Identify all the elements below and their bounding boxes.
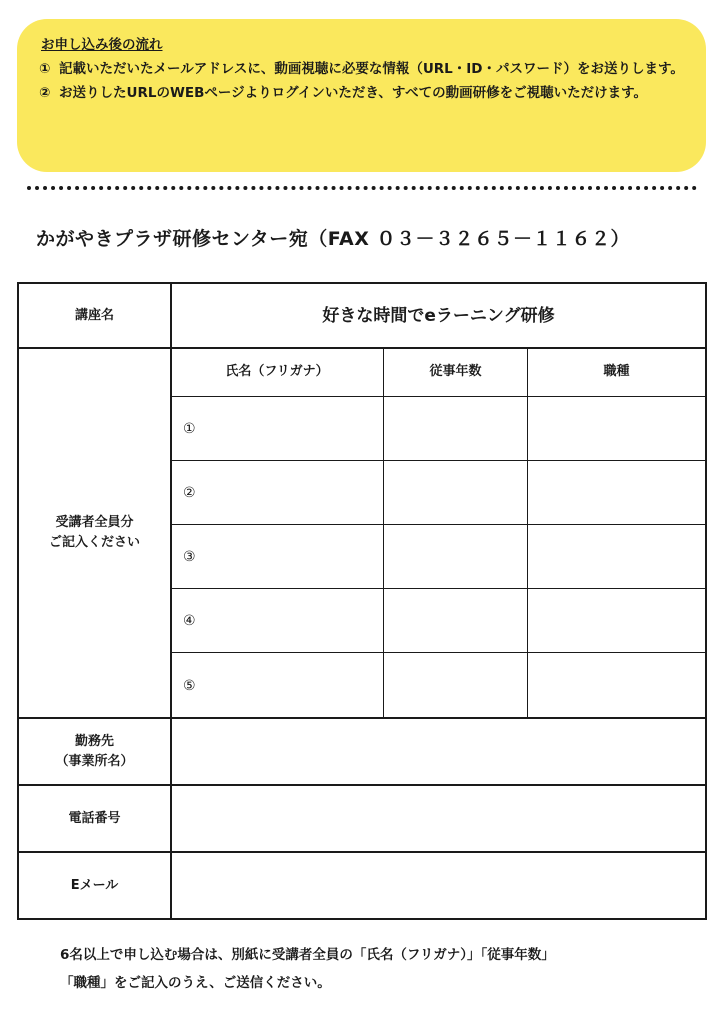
course-label: 講座名 (74, 307, 114, 323)
participants-label-line2: ご記入ください (48, 535, 140, 550)
column-header-name (170, 347, 384, 397)
footer-note-line1: 6名以上で申し込む場合は、別紙に受講者全員の「氏名（フリガナ）」「従事年数」 (60, 947, 555, 963)
row-number-1: ① (183, 420, 196, 437)
participant-1-years-field[interactable] (383, 396, 528, 461)
workplace-label-line1: 勤務先 (74, 733, 114, 749)
participant-4-name-field[interactable] (170, 588, 384, 653)
participant-4-job-field[interactable] (527, 588, 707, 653)
notice-item-number: ② (39, 85, 51, 101)
footer-note-line2: 「職種」をご記入のうえ、ご送信ください。 (60, 975, 331, 991)
participant-3-name-field[interactable] (170, 524, 384, 589)
participant-3-years-field[interactable] (383, 524, 528, 589)
participant-5-job-field[interactable] (527, 652, 707, 719)
column-header-job (527, 347, 707, 397)
workplace-field[interactable] (170, 717, 707, 786)
notice-item-number: ① (39, 61, 51, 77)
course-name: 好きな時間でeラーニング研修 (322, 305, 555, 326)
course-label-cell (17, 282, 172, 349)
row-number-5: ⑤ (183, 677, 196, 694)
participant-2-name-field[interactable] (170, 460, 384, 525)
course-value-cell (170, 282, 707, 349)
row-number-4: ④ (183, 612, 196, 629)
email-label-cell (17, 851, 172, 920)
notice-item-2 (39, 81, 684, 105)
participant-1-name-field[interactable] (170, 396, 384, 461)
participant-2-job-field[interactable] (527, 460, 707, 525)
participant-4-years-field[interactable] (383, 588, 528, 653)
phone-label: 電話番号 (68, 810, 121, 826)
participant-5-years-field[interactable] (383, 652, 528, 719)
participants-label-cell (17, 347, 172, 719)
phone-label-cell (17, 784, 172, 853)
row-number-2: ② (183, 484, 196, 501)
participant-5-name-field[interactable] (170, 652, 384, 719)
notice-item-text: 記載いただいたメールアドレスに、動画視聴に必要な情報（URL・ID・パスワード）をお送りします。 (59, 61, 684, 77)
email-label: Eメール (70, 877, 119, 893)
phone-field[interactable] (170, 784, 707, 853)
column-header-years (383, 347, 528, 397)
participant-3-job-field[interactable] (527, 524, 707, 589)
application-form (17, 282, 707, 920)
notice-title: お申し込み後の流れ (41, 37, 163, 53)
column-header-name-label: 氏名（フリガナ） (225, 364, 329, 379)
workplace-label-cell (17, 717, 172, 786)
participant-2-years-field[interactable] (383, 460, 528, 525)
workplace-label-line2: （事業所名） (55, 753, 134, 769)
fax-destination: かがやきプラザ研修センター宛（FAX ０３－３２６５－１１６２） (36, 228, 631, 250)
row-number-3: ③ (183, 548, 196, 565)
email-field[interactable] (170, 851, 707, 920)
notice-item-text: お送りしたURLのWEBページよりログインいただき、すべての動画研修をご視聴いただけます。 (59, 85, 648, 101)
column-header-job-label: 職種 (603, 364, 630, 379)
participant-1-job-field[interactable] (527, 396, 707, 461)
footer-note (60, 941, 555, 997)
participants-label-line1: 受講者全員分 (55, 515, 134, 530)
notice-item-1 (39, 57, 684, 81)
dotted-separator (27, 186, 697, 190)
post-application-notice (17, 19, 706, 172)
column-header-years-label: 従事年数 (429, 364, 482, 379)
